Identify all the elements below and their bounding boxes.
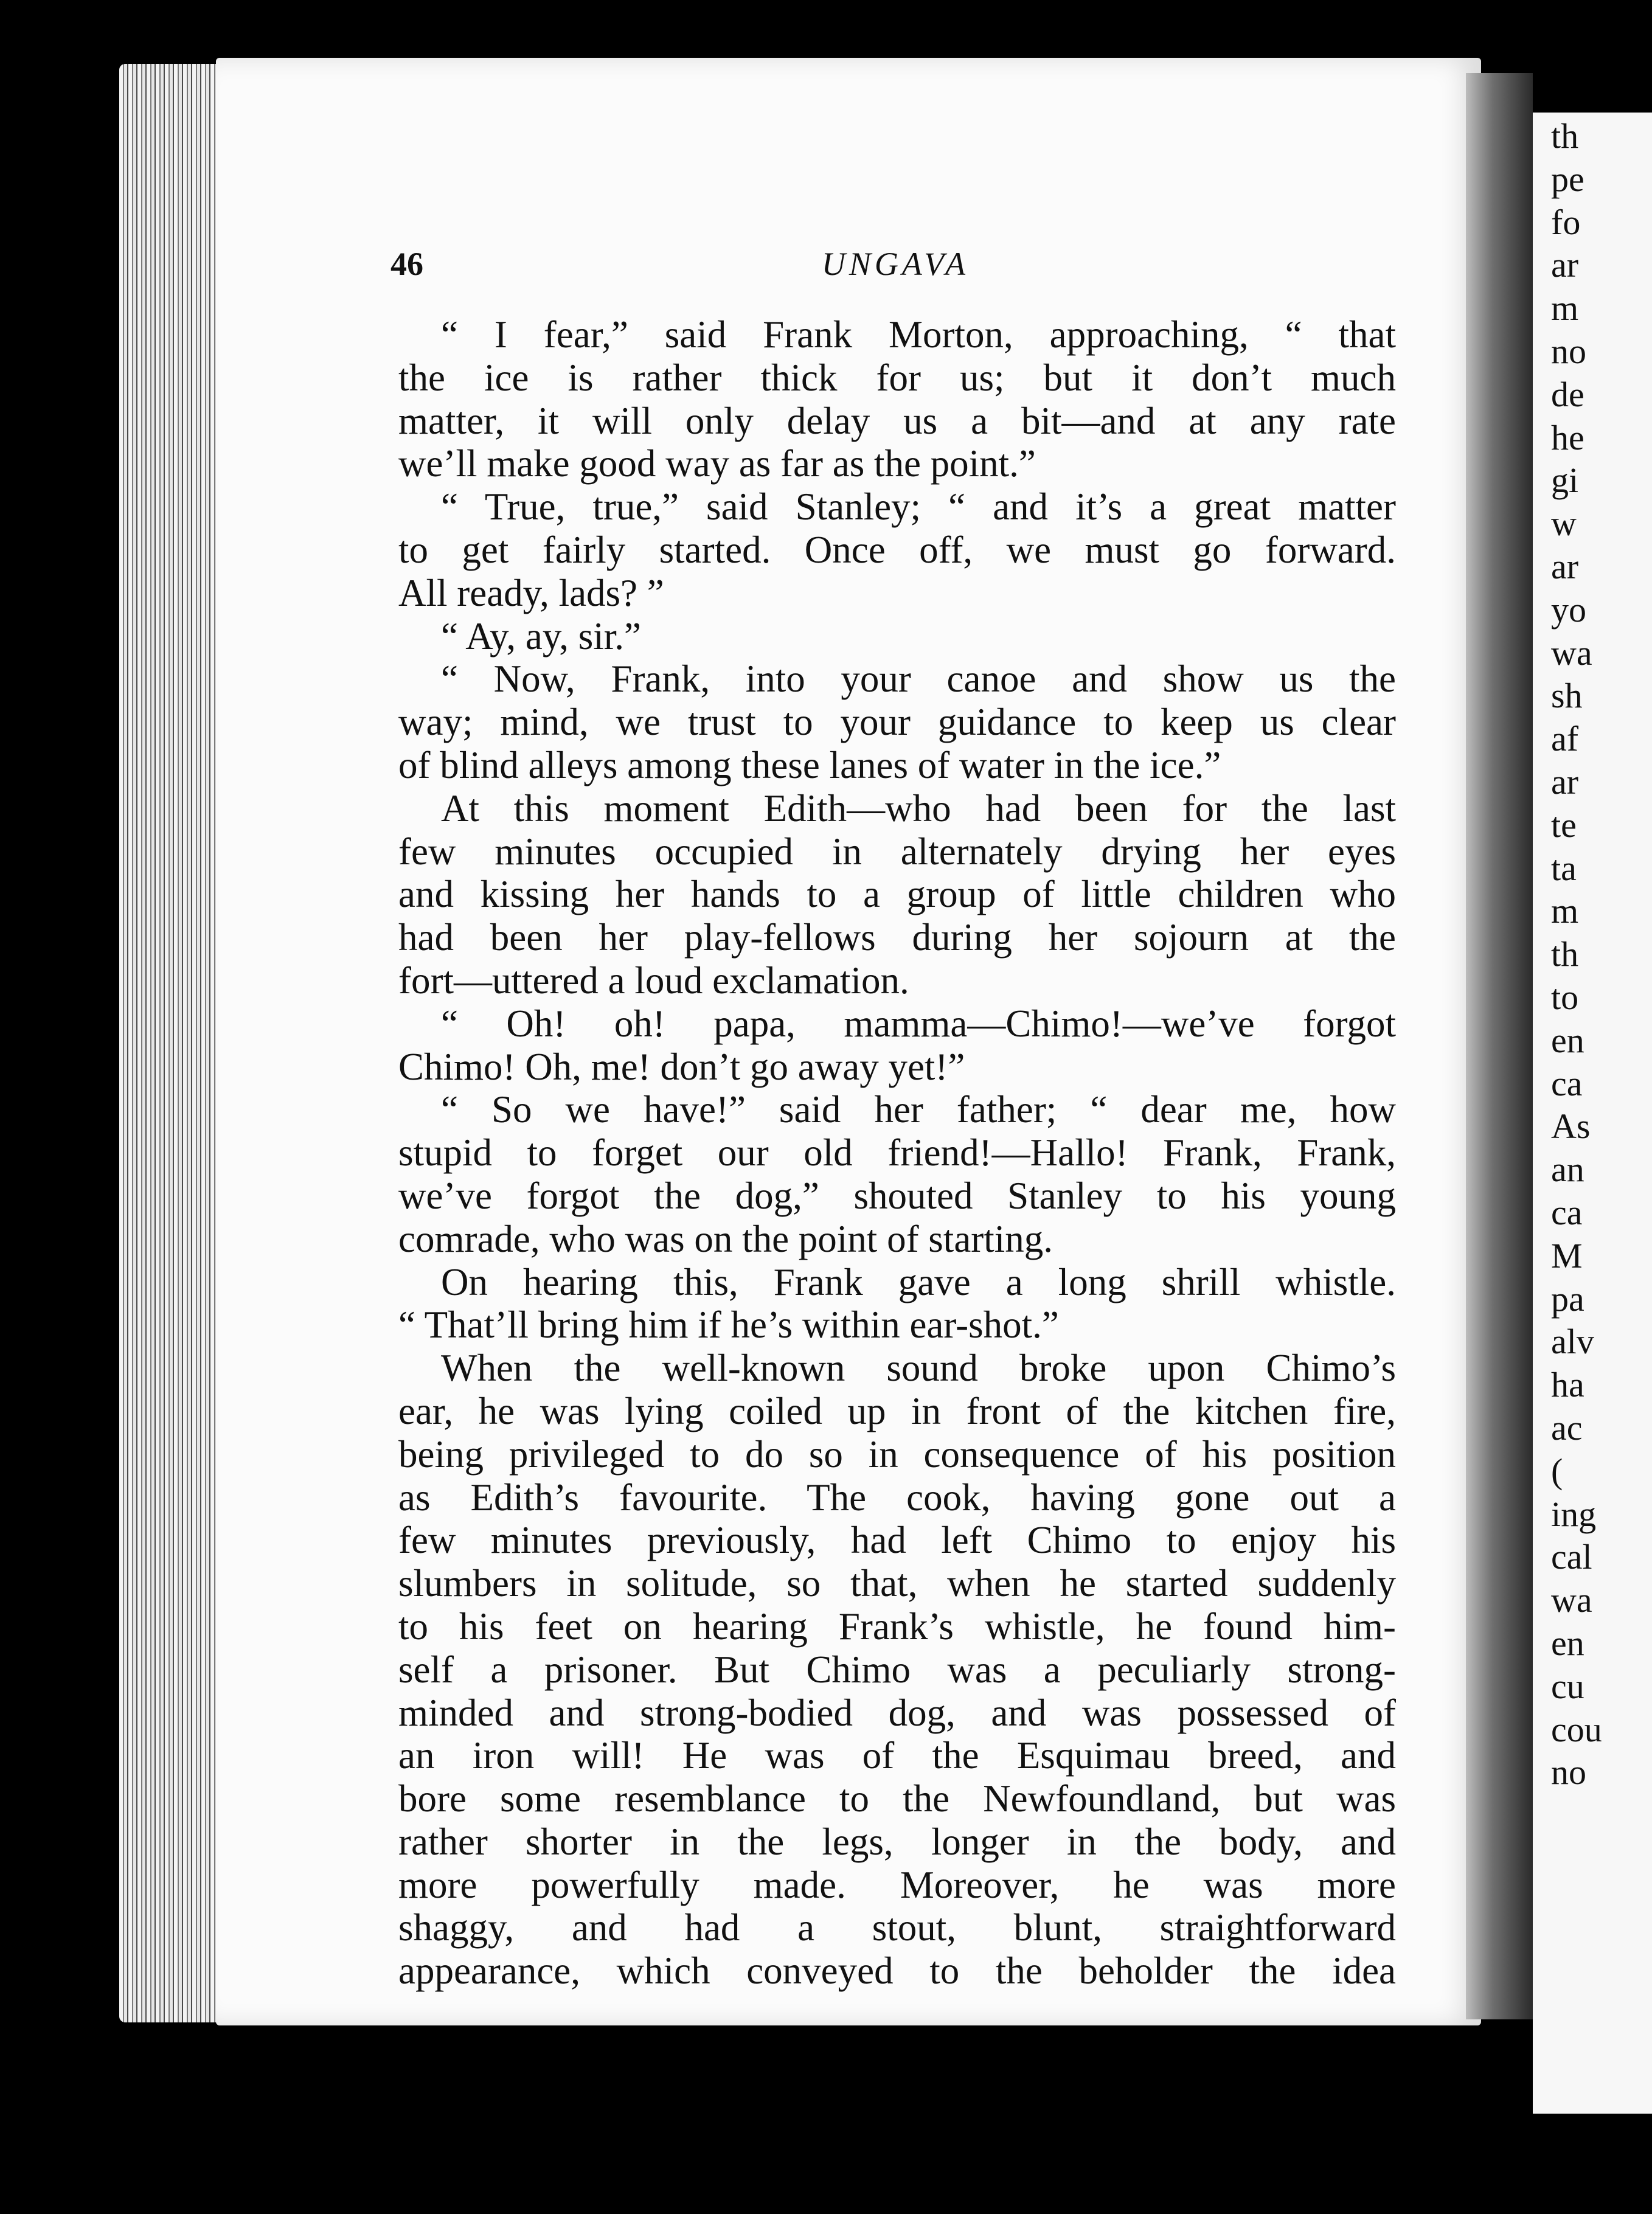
facing-page-fragment: yo xyxy=(1551,589,1586,630)
text-line: comrade, who was on the point of starting. xyxy=(398,1217,1053,1260)
text-line: being privileged to do so in consequence of his position xyxy=(398,1432,1396,1476)
facing-page-fragment: ar xyxy=(1551,762,1579,802)
facing-page-fragment: m xyxy=(1551,288,1579,328)
text-line: “ Ay, ay, sir.” xyxy=(441,614,641,658)
facing-page-fragment: M xyxy=(1551,1235,1583,1275)
page-edges xyxy=(119,64,224,2022)
text-line: fort—uttered a loud exclamation. xyxy=(398,959,909,1002)
text-line: “ I fear,” said Frank Morton, approaching, “ that xyxy=(441,313,1396,356)
text-line: few minutes occupied in alternately drying her eyes xyxy=(398,830,1396,873)
text-line: an iron will! He was of the Esquimau breed, and xyxy=(398,1734,1396,1777)
text-line: bore some resemblance to the Newfoundland, but was xyxy=(398,1777,1396,1820)
facing-page-fragment: te xyxy=(1551,805,1577,845)
text-line: had been her play-fellows during her sojourn at the xyxy=(398,916,1396,959)
facing-page xyxy=(1533,113,1652,2114)
text-line: slumbers in solitude, so that, when he started suddenly xyxy=(398,1562,1396,1605)
facing-page-fragment: ta xyxy=(1551,848,1577,888)
text-line: we’ve forgot the dog,” shouted Stanley to his young xyxy=(398,1174,1396,1217)
text-line: matter, it will only delay us a bit—and at any rate xyxy=(398,399,1396,442)
text-line: more powerfully made. Moreover, he was more xyxy=(398,1863,1396,1906)
facing-page-fragment: ha xyxy=(1551,1365,1584,1405)
text-line: rather shorter in the legs, longer in the body, and xyxy=(398,1820,1396,1863)
text-line: self a prisoner. But Chimo was a peculiarly strong- xyxy=(398,1648,1396,1691)
facing-page-fragment: m xyxy=(1551,891,1579,931)
text-line: shaggy, and had a stout, blunt, straightforward xyxy=(398,1906,1396,1949)
facing-page-fragment: no xyxy=(1551,331,1586,371)
text-line: minded and strong-bodied dog, and was possessed of xyxy=(398,1691,1396,1734)
facing-page-fragment: th xyxy=(1551,116,1579,156)
facing-page-fragment: pe xyxy=(1551,159,1584,199)
text-line: When the well-known sound broke upon Chimo’s xyxy=(441,1347,1396,1390)
facing-page-fragment: alv xyxy=(1551,1322,1594,1362)
facing-page-fragment: wa xyxy=(1551,1580,1592,1620)
facing-page-fragment: w xyxy=(1551,504,1577,544)
facing-page-fragment: en xyxy=(1551,1623,1584,1663)
text-line: At this moment Edith—who had been for the last xyxy=(441,786,1396,830)
facing-page-fragment: an xyxy=(1551,1150,1584,1190)
text-line: On hearing this, Frank gave a long shrill whistle. xyxy=(441,1260,1396,1303)
text-line: “ That’ll bring him if he’s within ear-shot.” xyxy=(398,1303,1059,1347)
text-line: ear, he was lying coiled up in front of the kitchen fire, xyxy=(398,1389,1396,1432)
facing-page-fragment: gi xyxy=(1551,460,1579,501)
facing-page-fragment: ar xyxy=(1551,245,1579,285)
book-gutter xyxy=(1466,73,1533,2019)
text-line: way; mind, we trust to your guidance to keep us clear xyxy=(398,701,1396,744)
text-line: to his feet on hearing Frank’s whistle, he found him- xyxy=(398,1605,1396,1648)
facing-page-fragment: ca xyxy=(1551,1193,1583,1232)
facing-page-fragment: he xyxy=(1551,417,1584,457)
text-line: few minutes previously, had left Chimo to enjoy his xyxy=(398,1519,1396,1562)
facing-page-fragment: cu xyxy=(1551,1666,1584,1706)
facing-page-fragment: de xyxy=(1551,374,1584,414)
facing-page-fragment: en xyxy=(1551,1020,1584,1060)
text-line: and kissing her hands to a group of little children who xyxy=(398,873,1396,916)
facing-page-fragment: cal xyxy=(1551,1537,1592,1577)
text-line: “ Oh! oh! papa, mamma—Chimo!—we’ve forgot xyxy=(441,1002,1396,1045)
text-line: appearance, which conveyed to the beholder the idea xyxy=(398,1949,1396,1993)
text-line: we’ll make good way as far as the point.” xyxy=(398,442,1036,485)
text-line: to get fairly started. Once off, we must go forward. xyxy=(398,528,1396,571)
text-line: Chimo! Oh, me! don’t go away yet!” xyxy=(398,1045,965,1088)
facing-page-fragment: to xyxy=(1551,977,1579,1017)
facing-page-fragment: ( xyxy=(1551,1451,1563,1491)
facing-page-fragment: no xyxy=(1551,1752,1586,1792)
facing-page-fragment: af xyxy=(1551,719,1579,759)
text-line: “ So we have!” said her father; “ dear me, how xyxy=(441,1088,1396,1131)
page-number: 46 xyxy=(390,246,423,282)
text-line: as Edith’s favourite. The cook, having gone out a xyxy=(398,1476,1396,1519)
facing-page-fragment: wa xyxy=(1551,633,1592,673)
body-text xyxy=(398,313,1396,1993)
facing-page-fragment: pa xyxy=(1551,1279,1584,1319)
facing-page-fragment: ac xyxy=(1551,1408,1583,1448)
text-line: “ True, true,” said Stanley; “ and it’s a great matter xyxy=(441,485,1396,529)
running-title: UNGAVA xyxy=(821,246,970,282)
facing-page-fragment: th xyxy=(1551,934,1579,974)
facing-page-fragment: fo xyxy=(1551,202,1581,242)
text-line: All ready, lads? ” xyxy=(398,571,664,614)
text-line: “ Now, Frank, into your canoe and show us the xyxy=(441,658,1396,701)
text-line: of blind alleys among these lanes of water in the ice.” xyxy=(398,743,1221,786)
facing-page-fragment: As xyxy=(1551,1106,1591,1147)
text-line: the ice is rather thick for us; but it don’t much xyxy=(398,356,1396,399)
facing-page-fragment: ing xyxy=(1551,1494,1597,1534)
facing-page-fragment: ca xyxy=(1551,1063,1583,1103)
running-header xyxy=(390,245,1400,288)
facing-page-fragment: sh xyxy=(1551,676,1583,716)
facing-page-fragment: cou xyxy=(1551,1709,1602,1749)
text-line: stupid to forget our old friend!—Hallo! Frank, Frank, xyxy=(398,1131,1396,1175)
facing-page-fragment: ar xyxy=(1551,547,1579,586)
